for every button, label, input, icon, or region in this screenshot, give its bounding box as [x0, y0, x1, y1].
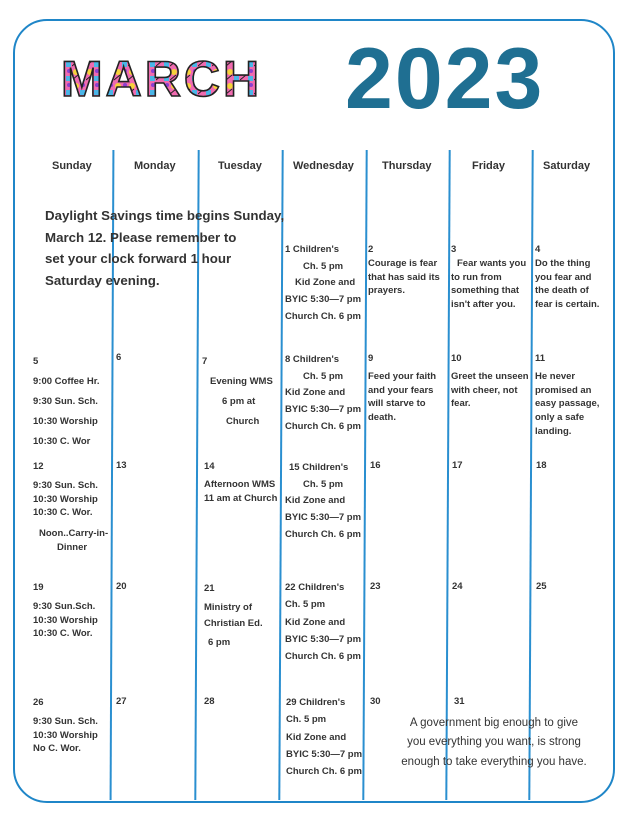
day-cell-21: 21 Ministry of Christian Ed. 6 pm	[204, 583, 263, 648]
day-cell-27: 27	[116, 696, 127, 707]
day-header-saturday: Saturday	[543, 160, 591, 172]
day-cell-2: 2 Courage is fear that has said its prayers.	[368, 244, 440, 297]
day-cell-4: 4 Do the thing you fear and the death of fear is certain.	[535, 244, 600, 311]
daylight-savings-notice: Daylight Savings time begins Sunday, March 12. Please remember to set your clock forward 1 hour Saturday evening.	[45, 208, 285, 288]
day-cell-25: 25	[536, 581, 547, 592]
day-cell-10: 10 Greet the unseen with cheer, not fear.	[451, 353, 529, 410]
day-cell-20: 20	[116, 581, 127, 592]
day-cell-31: 31	[454, 696, 465, 707]
day-cell-9: 9 Feed your faith and your fears will starve to death.	[368, 353, 437, 424]
day-header-monday: Monday	[134, 160, 176, 172]
day-cell-11: 11 He never promised an easy passage, only a safe landing.	[535, 353, 600, 437]
day-header-friday: Friday	[472, 160, 506, 172]
month-title-logo	[58, 54, 273, 104]
day-cell-17: 17	[452, 460, 463, 471]
day-cell-22: 22 Children's Ch. 5 pm Kid Zone and BYIC 5:30—7 pm Church Ch. 6 pm	[285, 582, 362, 662]
day-cell-6: 6	[116, 352, 122, 363]
day-header-wednesday: Wednesday	[293, 160, 354, 172]
day-cell-5: 5 9:00 Coffee Hr. 9:30 Sun. Sch. 10:30 Worship 10:30 C. Wor	[33, 356, 100, 447]
day-cell-8: 8 Children's Ch. 5 pm Kid Zone and BYIC 5:30—7 pm Church Ch. 6 pm	[285, 354, 362, 432]
month-title: MARCH	[61, 54, 263, 104]
day-cell-18: 18	[536, 460, 547, 471]
day-cell-28: 28	[204, 696, 215, 707]
day-header-tuesday: Tuesday	[218, 160, 262, 172]
day-cell-7: 7 Evening WMS 6 pm at Church	[202, 356, 273, 427]
day-cell-14: 14 Afternoon WMS 11 am at Church	[204, 461, 278, 504]
day-cell-1: 1 Children's Ch. 5 pm Kid Zone and BYIC 5:30—7 pm Church Ch. 6 pm	[285, 244, 362, 322]
day-cell-24: 24	[452, 581, 463, 592]
day-cell-12: 12 9:30 Sun. Sch. 10:30 Worship 10:30 C. Wor. Noon..Carry-in- Dinner	[33, 461, 109, 553]
day-cell-23: 23	[370, 581, 381, 592]
day-cell-16: 16	[370, 460, 381, 471]
day-cell-3: 3 Fear wants you to run from something that isn't after you.	[451, 244, 527, 311]
day-cell-29: 29 Children's Ch. 5 pm Kid Zone and BYIC 5:30—7 pm Church Ch. 6 pm	[286, 697, 363, 777]
day-cell-13: 13	[116, 460, 127, 471]
government-quote: A government big enough to give you everything you want, is strong enough to take everything you have.	[401, 717, 587, 768]
year-title: 2023	[345, 31, 545, 127]
day-cell-30: 30	[370, 696, 381, 707]
day-cell-26: 26 9:30 Sun. Sch. 10:30 Worship No C. Wor.	[33, 697, 98, 755]
day-header-thursday: Thursday	[382, 160, 432, 172]
day-cell-19: 19 9:30 Sun.Sch. 10:30 Worship 10:30 C. Wor.	[33, 582, 98, 640]
day-header-sunday: Sunday	[52, 160, 92, 172]
day-cell-15: 15 Children's Ch. 5 pm Kid Zone and BYIC 5:30—7 pm Church Ch. 6 pm	[285, 462, 362, 540]
